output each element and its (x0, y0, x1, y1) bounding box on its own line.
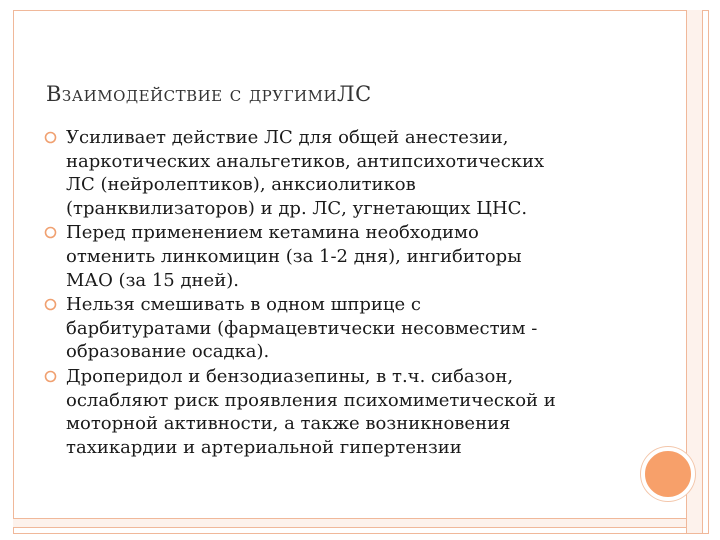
bullet-text: Дроперидол и бензодиазепины, в т.ч. сибазон, ослабляют риск проявления психомиметической и моторной активности, а также возникновения тахикардии и артериальной гипертензии (66, 365, 556, 458)
circle-bullet-icon (44, 131, 57, 144)
frame-right-band (686, 10, 703, 533)
circle-bullet-icon (44, 226, 57, 239)
bullet-list (44, 126, 604, 460)
list-item (44, 221, 604, 292)
bullet-text: Перед применением кетамина необходимо отменить линкомицин (за 1-2 дня), ингибиторы МАО (за 15 дней). (66, 222, 522, 291)
slide-title: Взаимодействие с другимиЛС (46, 82, 372, 106)
decorative-circle (641, 447, 695, 501)
bullet-text: Усиливает действие ЛС для общей анестезии, наркотических анальгетиков, антипсихотических ЛС (нейролептиков), анксиолитиков (транквилизаторов) и др. ЛС, угнетающих ЦНС. (66, 127, 545, 219)
list-item (44, 293, 604, 364)
frame-bottom-band (13, 518, 686, 528)
list-item (44, 126, 604, 220)
list-item (44, 365, 604, 459)
circle-bullet-icon (44, 370, 57, 383)
circle-bullet-icon (44, 298, 57, 311)
bullet-text: Нельзя смешивать в одном шприце с барбитуратами (фармацевтически несовместим - образование осадка). (66, 294, 538, 363)
